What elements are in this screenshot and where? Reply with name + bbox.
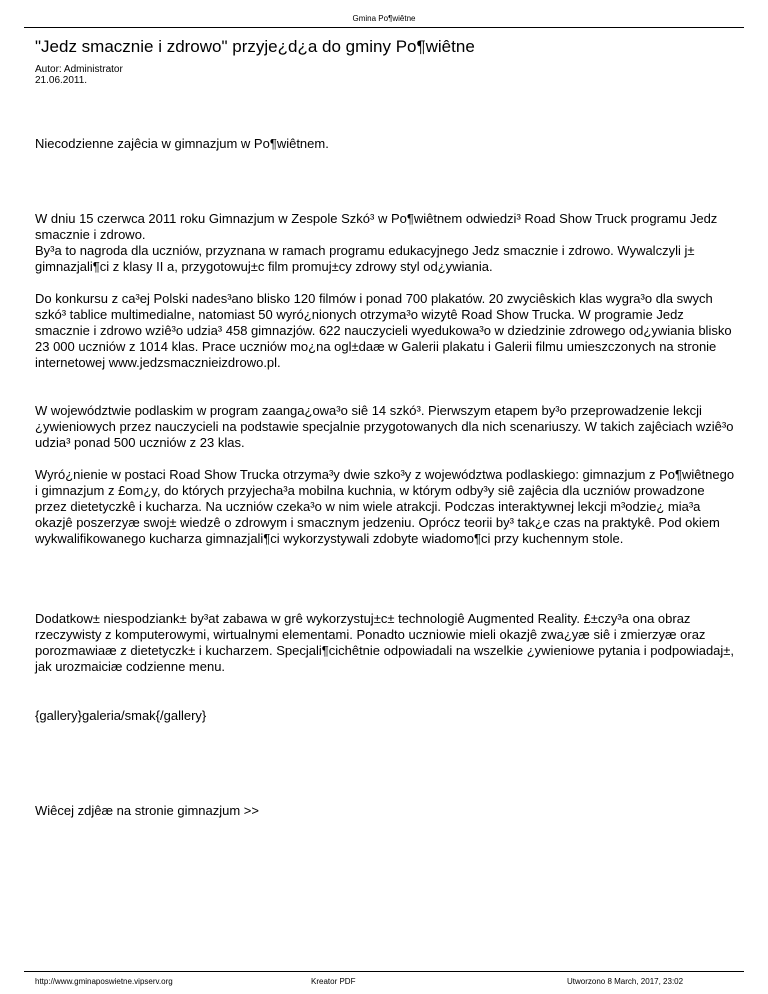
article-paragraph-distinction: Wyró¿nienie w postaci Road Show Trucka otrzyma³y dwie szko³y z województwa podlaskiego: gimnazjum z Po¶wiêtnego i gimnazjum z £om¿y, do których przyjecha³a mobilna kuchnia, w którym odby³y siê zajêcia dla uczniów prowadzone przez dietetyczkê i kucharza. Na uczniów czeka³o w nim wiele atrakcji. Podczas interaktywnej lekcji m³odzie¿ mia³a okazjê poszerzyæ swoj± wiedzê o zdrowym i smacznym jedzeniu. Oprócz teorii by³ tak¿e czas na praktykê. Pod okiem wykwalifikowanego kucharza gimnazjali¶ci wykorzystywali zdobyte wiadomo¶ci przy kuchennym stole. (35, 467, 735, 546)
article-paragraph-podlaskie: W województwie podlaskim w program zaanga¿owa³o siê 14 szkó³. Pierwszym etapem by³o przeprowadzenie lekcji ¿ywieniowych przez nauczycieli na podstawie specjalnie przygotowanych dla nich scenariuszy. W takich zajêciach wziê³o udzia³ ponad 500 uczniów z 23 klas. (35, 403, 734, 450)
article-paragraph-visit (35, 211, 737, 275)
article-author: Autor: Administrator (35, 64, 123, 75)
visit-sentence: W dniu 15 czerwca 2011 roku Gimnazjum w Zespole Szkó³ w Po¶wiêtnem odwiedzi³ Road Show Truck programu Jedz smacznie i zdrowo. (35, 211, 718, 242)
footer-generator: Kreator PDF (311, 977, 356, 986)
footer-created: Utworzono 8 March, 2017, 23:02 (567, 977, 684, 986)
gallery-tag: {gallery}galeria/smak{/gallery} (35, 708, 207, 723)
article-title: "Jedz smacznie i zdrowo" przyje¿d¿a do gminy Po¶wiêtne (35, 37, 475, 56)
header-divider (24, 27, 744, 28)
award-sentence: By³a to nagroda dla uczniów, przyznana w ramach programu edukacyjnego Jedz smacznie i zdrowo. Wywalczyli j± gimnazjali¶ci z klasy II a, przygotowuj±c film promuj±cy zdrowy styl od¿ywiania. (35, 243, 695, 274)
footer-url[interactable]: http://www.gminaposwietne.vipserv.org (35, 977, 173, 986)
page-header: Gmina Po¶wiêtne (352, 14, 416, 23)
article-paragraph-contest: Do konkursu z ca³ej Polski nades³ano blisko 120 filmów i ponad 700 plakatów. 20 zwyciêskich klas wygra³o dla swych szkó³ tablice multimedialne, natomiast 50 wyró¿nionych otrzyma³o wizytê Road Show Trucka. W programie Jedz smacznie i zdrowo wziê³o udzia³ 458 gimnazjów. 622 nauczycieli wyedukowa³o w dziedzinie zdrowego od¿ywiania blisko 23 000 uczniów z 1014 klas. Prace uczniów mo¿na ogl±daæ w Galerii plakatu i Galerii filmu umieszczonych na stronie internetowej www.jedzsmacznieizdrowo.pl. (35, 291, 732, 370)
more-photos-link[interactable]: Wiêcej zdjêæ na stronie gimnazjum >> (35, 803, 259, 818)
article-paragraph-surprise: Dodatkow± niespodziank± by³at zabawa w grê wykorzystuj±c± technologiê Augmented Reality. £±czy³a ona obraz rzeczywisty z komputerowymi, wirtualnymi elementami. Ponadto uczniowie mieli okazjê zwa¿yæ siê i zmierzyæ oraz porozmawiaæ z dietetyczk± i kucharzem. Specjali¶cichêtnie odpowiadali na wszelkie ¿ywieniowe pytania i podpowiadaj±, jak urozmaiciæ codzienne menu. (35, 611, 735, 674)
article-paragraph-intro: Niecodzienne zajêcia w gimnazjum w Po¶wiêtnem. (35, 136, 329, 151)
footer-divider (24, 971, 744, 972)
article-date: 21.06.2011. (35, 75, 88, 86)
